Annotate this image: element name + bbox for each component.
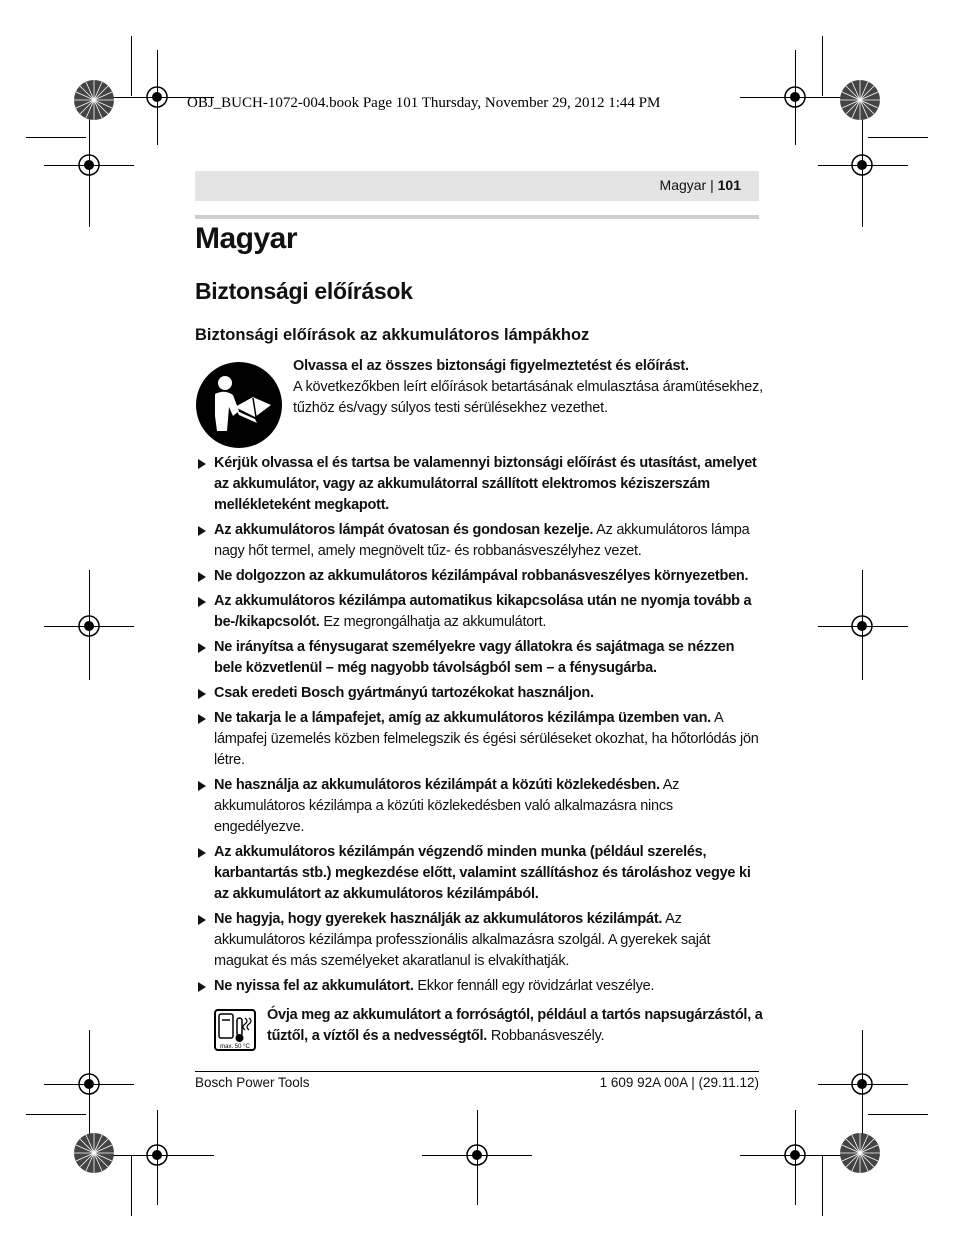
bullet-triangle-icon <box>198 643 206 653</box>
list-item <box>195 520 763 562</box>
temp-text: Robbanásveszély. <box>487 1028 605 1044</box>
running-header <box>195 171 759 201</box>
bullet-triangle-icon <box>198 689 206 699</box>
bullet-triangle-icon <box>198 572 206 582</box>
bullet-triangle-icon <box>198 526 206 536</box>
bullet-triangle-icon <box>198 714 206 724</box>
item-text: Az akkumulátoros kézilámpa a közúti közlekedésben való alkalmazásra nincs engedélyezve. <box>214 777 680 835</box>
bullet-triangle-icon <box>198 915 206 925</box>
list-item <box>195 591 763 633</box>
item-text: Az akkumulátoros lámpa nagy hőt termel, amely megnövelt tűz- és robbanásveszélyhez vezet. <box>214 522 750 559</box>
print-slug: OBJ_BUCH-1072-004.book Page 101 Thursday, November 29, 2012 1:44 PM <box>187 95 661 111</box>
item-bold: Az akkumulátoros kézilámpa automatikus kikapcsolása után ne nyomja tovább a be-/kikapcsolót. <box>214 593 752 630</box>
footer-brand: Bosch Power Tools <box>195 1075 310 1090</box>
subsection-title: Biztonsági előírások az akkumulátoros lámpákhoz <box>195 326 590 344</box>
temp-bold: Óvja meg az akkumulátort a forróságtól, például a tartós napsugárzástól, a tűztől, a víztől és a nedvességtől. <box>267 1007 763 1044</box>
bullet-triangle-icon <box>198 848 206 858</box>
intro-warning <box>293 356 763 419</box>
item-text: Ekkor fennáll egy rövidzárlat veszélye. <box>413 978 655 994</box>
header-separator: | <box>710 177 714 193</box>
item-bold: Ne dolgozzon az akkumulátoros kézilámpával robbanásveszélyes környezetben. <box>214 568 749 584</box>
item-bold: Ne takarja le a lámpafejet, amíg az akkumulátoros kézilámpa üzemben van. <box>214 710 711 726</box>
header-rule <box>195 215 759 219</box>
item-bold: Az akkumulátoros kézilámpán végzendő minden munka (például szerelés, karbantartás stb.) megkezdése előtt, valamint szállításhoz és tároláshoz vegye ki az akkumulátort az akkumulátoros kézilámpából. <box>214 844 751 902</box>
bullet-triangle-icon <box>198 597 206 607</box>
item-bold: Csak eredeti Bosch gyártmányú tartozékokat használjon. <box>214 685 594 701</box>
list-item <box>195 976 763 997</box>
section-title: Biztonsági előírások <box>195 278 413 304</box>
item-bold: Ne hagyja, hogy gyerekek használják az akkumulátoros kézilámpát. <box>214 911 663 927</box>
item-bold: Ne nyissa fel az akkumulátort. <box>214 978 414 994</box>
list-item <box>195 566 763 587</box>
list-item <box>195 708 763 771</box>
safety-list <box>195 453 763 1001</box>
list-item <box>195 775 763 838</box>
bullet-triangle-icon <box>198 781 206 791</box>
list-item <box>195 453 763 516</box>
footer-doc-number: 1 609 92A 00A | (29.11.12) <box>599 1075 759 1090</box>
page-title: Magyar <box>195 222 298 255</box>
header-section: Magyar <box>659 177 707 193</box>
item-text: Az akkumulátoros kézilámpa professzionális alkalmazásra szolgál. A gyerekek saját magukat és más személyeket akaratlanul is elvakíthatják. <box>214 911 711 969</box>
intro-bold: Olvassa el az összes biztonsági figyelmeztetést és előírást. <box>293 358 689 374</box>
list-item <box>195 842 763 905</box>
item-bold: Kérjük olvassa el és tartsa be valamennyi biztonsági előírást és utasítást, amelyet az akkumulátor, vagy az akkumulátorral szállított elektromos kéziszerszám mellékleteként megkapott. <box>214 455 757 513</box>
header-text <box>660 177 741 193</box>
list-item <box>195 909 763 972</box>
item-text: Ez megrongálhatja az akkumulátort. <box>319 614 547 630</box>
max-temperature-icon <box>213 1008 257 1052</box>
temperature-label: max. 50 °C <box>220 1044 250 1050</box>
bullet-triangle-icon <box>198 982 206 992</box>
item-bold: Az akkumulátoros lámpát óvatosan és gondosan kezelje. <box>214 522 594 538</box>
list-item <box>195 637 763 679</box>
item-text: A lámpafej üzemelés közben felmelegszik és égési sérüléseket okozhat, ha hőtorlódás jön létre. <box>214 710 759 768</box>
bullet-triangle-icon <box>198 459 206 469</box>
item-bold: Ne használja az akkumulátoros kézilámpát a közúti közlekedésben. <box>214 777 660 793</box>
page-number: 101 <box>717 177 741 193</box>
footer-rule <box>195 1071 759 1072</box>
intro-text: A következőkben leírt előírások betartásának elmulasztása áramütésekhez, tűzhöz és/vagy súlyos testi sérülésekhez vezethet. <box>293 379 763 416</box>
temperature-warning <box>267 1005 763 1047</box>
item-bold: Ne irányítsa a fénysugarat személyekre vagy állatokra és sajátmaga se nézzen bele közvetlenül – még nagyobb távolságból sem – a fénysugárba. <box>214 639 735 676</box>
list-item <box>195 683 763 704</box>
read-manual-icon <box>195 361 283 449</box>
